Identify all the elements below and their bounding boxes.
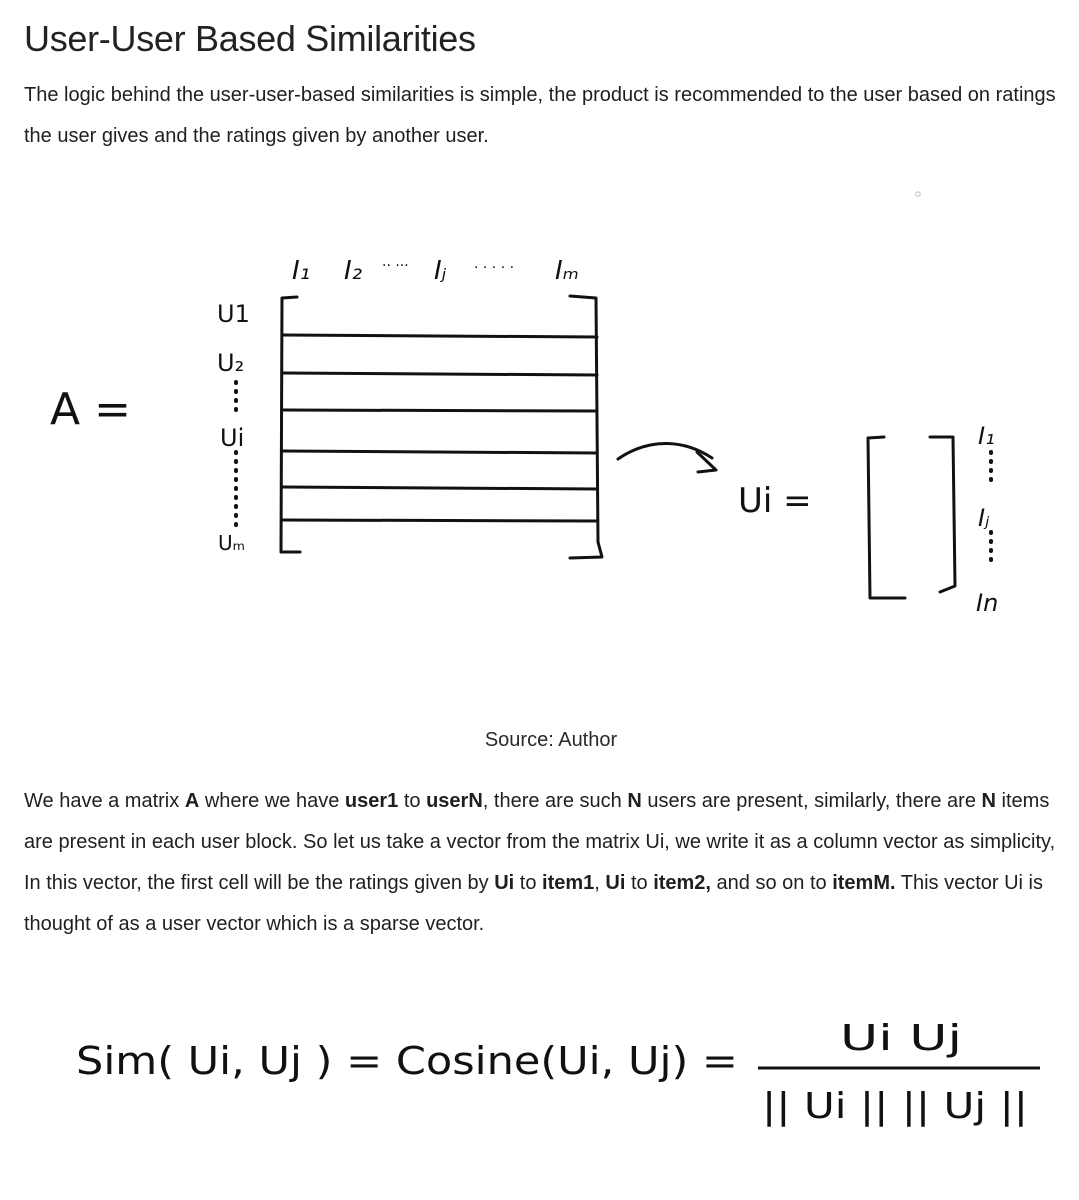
body-text-run: This vector Ui is thought of as a user vector which is a sparse vector. <box>24 872 1043 935</box>
body-text-run: where we have <box>199 790 345 812</box>
body-text-run: , <box>594 872 606 894</box>
body-emphasis: itemM. <box>832 872 896 894</box>
row-label-i: Ui <box>220 424 245 452</box>
figure-caption: Source: Author <box>484 729 618 751</box>
body-text-run: and so on to <box>711 872 833 894</box>
matrix-row-line <box>283 520 597 521</box>
body-emphasis: N <box>981 790 996 812</box>
body-text-run: We have a matrix <box>24 790 185 812</box>
col-label-m: Iₘ <box>555 256 579 286</box>
body-emphasis: N <box>627 790 642 812</box>
col-dots: · · · · · <box>474 260 515 276</box>
vector-label: Ui = <box>738 481 812 521</box>
body-emphasis: item1 <box>542 872 595 894</box>
body-text-run: to <box>514 872 543 894</box>
body-emphasis: item2, <box>653 872 711 894</box>
col-label-2: I₂ <box>344 256 363 286</box>
matrix-row-line <box>283 373 597 375</box>
row-label-1: U1 <box>217 300 250 328</box>
body-text-run: to <box>625 872 654 894</box>
body-text-run: users are present, similarly, there are <box>641 790 982 812</box>
vector-label-1: I₁ <box>978 422 995 450</box>
col-label-1: I₁ <box>292 256 311 286</box>
formula-numerator: Ui Uj <box>840 1018 962 1059</box>
body-paragraph <box>24 781 1065 945</box>
row-label-m: Uₘ <box>218 531 246 555</box>
body-text-run: , there are such <box>482 790 628 812</box>
matrix-label: A = <box>50 384 131 435</box>
body-emphasis: Ui <box>605 872 626 894</box>
vector-left-bracket <box>868 437 905 598</box>
body-emphasis: userN <box>426 790 483 812</box>
matrix-row-line <box>283 335 597 337</box>
intro-paragraph: The logic behind the user-user-based similarities is simple, the product is recommended to the user based on ratings the user gives and the ratings given by another user. <box>24 84 1056 147</box>
body-text-run: to <box>398 790 427 812</box>
col-dots: ·· ··· <box>382 258 409 274</box>
cosine-formula <box>0 1005 1079 1145</box>
matrix-diagram <box>0 180 1079 620</box>
row-label-2: U₂ <box>217 349 245 377</box>
body-emphasis: user1 <box>344 790 399 812</box>
body-text-run: items are present in each user block. So let us take a vector from the matrix Ui, we write it as a column vector as simplicity, In this vector, the first cell will be the ratings given by <box>24 790 1056 894</box>
vector-label-j: Iⱼ <box>978 504 990 532</box>
body-emphasis: A <box>184 790 200 812</box>
vector-label-n: In <box>976 589 999 617</box>
stray-mark <box>916 192 920 196</box>
article-title: User-User Based Similarities <box>24 18 476 59</box>
body-emphasis: Ui <box>494 872 515 894</box>
matrix-row-line <box>283 451 597 453</box>
matrix-right-bracket <box>570 296 602 558</box>
col-label-j: Iⱼ <box>434 256 447 286</box>
vector-right-bracket <box>930 437 955 592</box>
formula-denominator: || Ui || || Uj || <box>762 1086 1028 1127</box>
matrix-row-line <box>283 487 597 489</box>
formula-lhs: Sim( Ui, Uj ) = Cosine(Ui, Uj) = <box>76 1039 738 1083</box>
matrix-row-line <box>283 410 597 411</box>
